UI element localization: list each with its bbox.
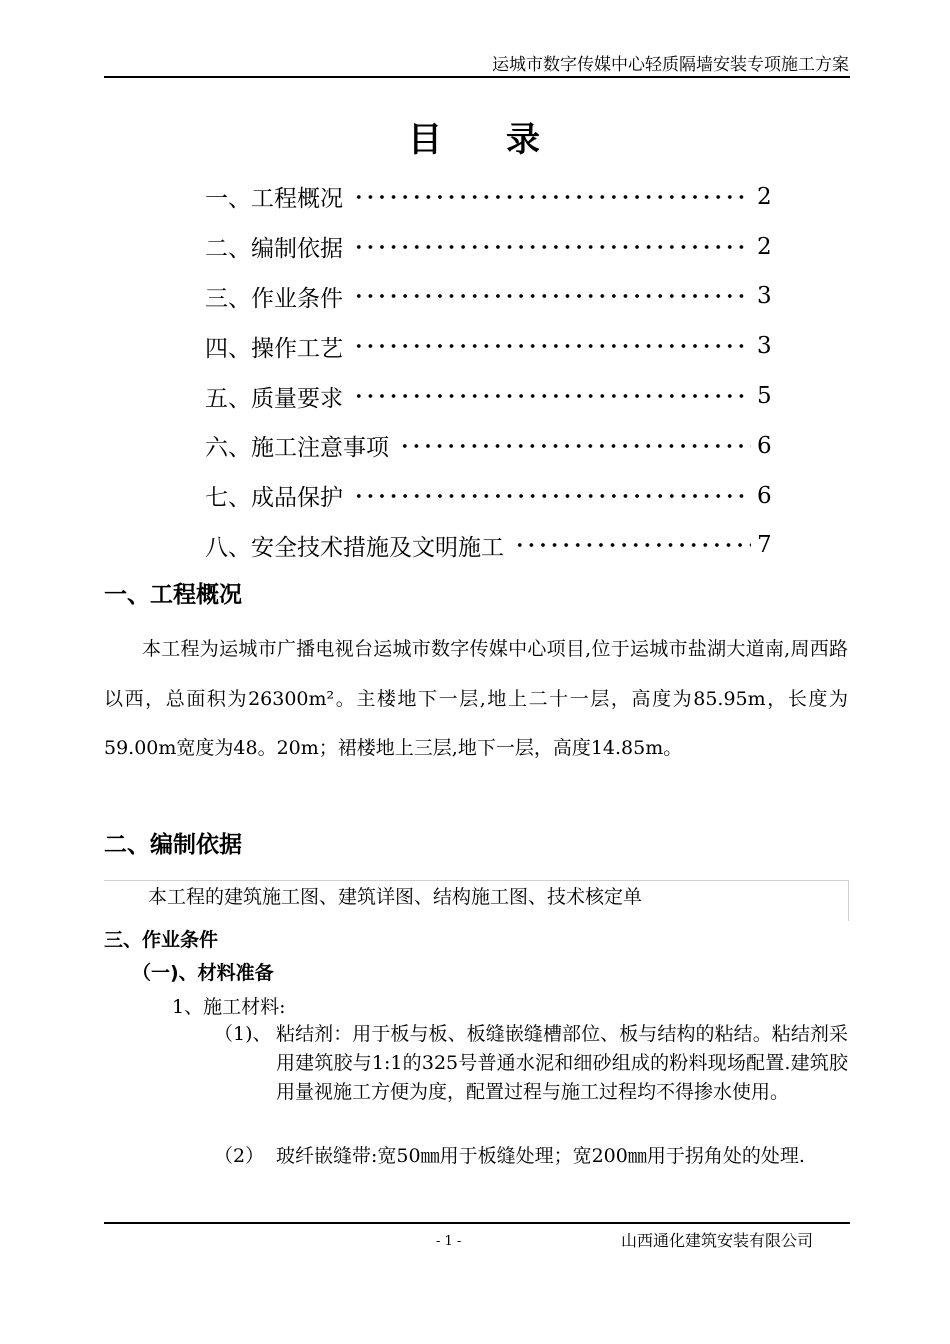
footer-page-number: - 1 - <box>436 1234 462 1249</box>
toc-title-char-1: 目 <box>408 120 442 160</box>
toc-entry-page: 2 <box>757 183 772 210</box>
toc-entry-label: 六、施工注意事项 <box>205 435 389 462</box>
toc-entry-label: 五、质量要求 <box>205 385 343 412</box>
toc-entry-label: 一、工程概况 <box>205 186 343 213</box>
material-item-number: （2） <box>214 1145 265 1167</box>
material-item-text: 粘结剂：用于板与板、板缝嵌缝槽部位、板与结构的粘结。粘结剂采用建筑胶与1:1的325号普通水泥和细砂组成的粉料现场配置.建筑胶用量视施工方便为度，配置过程与施工过程均不得掺水使用。 <box>276 1023 848 1103</box>
toc-leader-dots <box>353 293 751 299</box>
section-heading-conditions: 三、作业条件 <box>104 929 219 951</box>
toc-entry[interactable] <box>205 172 771 222</box>
toc-entry-label: 八、安全技术措施及文明施工 <box>205 534 504 561</box>
toc-leader-dots <box>514 542 751 548</box>
toc-entry[interactable] <box>205 521 771 571</box>
toc-entry[interactable] <box>205 222 771 272</box>
toc-entry-page: 7 <box>757 532 772 559</box>
overview-paragraph: 本工程为运城市广播电视台运城市数字传媒中心项目,位于运城市盐湖大道南,周西路以西，总面积为26300m²。主楼地下一层,地上二十一层，高度为85.95m，长度为59.00m宽度为48。20m；裙楼地上三层,地下一层，高度14.85m。 <box>104 638 848 759</box>
material-item-text: 玻纤嵌缝带:宽50㎜用于板缝处理；宽200㎜用于拐角处的处理. <box>276 1145 805 1167</box>
material-item <box>214 1142 848 1171</box>
toc-leader-dots <box>353 343 751 349</box>
toc-entry-page: 3 <box>757 333 772 360</box>
toc-entry-label: 七、成品保护 <box>205 485 343 512</box>
toc-entry-page: 5 <box>757 383 772 410</box>
section-heading-basis: 二、编制依据 <box>104 832 242 858</box>
material-item-number: （1)、 <box>214 1023 272 1045</box>
subsection-heading-materials: （一)、材料准备 <box>132 962 274 984</box>
toc-title <box>408 112 540 161</box>
toc-entry[interactable] <box>205 321 771 371</box>
toc-leader-dots <box>353 393 751 399</box>
toc-entry-page: 3 <box>757 283 772 310</box>
header-rule <box>104 76 850 78</box>
toc-entry[interactable] <box>205 272 771 322</box>
footer-company-name: 山西通化建筑安装有限公司 <box>621 1231 814 1250</box>
toc-entry-page: 6 <box>757 432 772 459</box>
table-of-contents <box>205 172 771 570</box>
toc-leader-dots <box>399 443 751 449</box>
material-item <box>214 1020 848 1107</box>
toc-entry-page: 2 <box>757 233 772 260</box>
toc-entry-label: 二、编制依据 <box>205 236 343 263</box>
section-heading-overview: 一、工程概况 <box>104 582 242 608</box>
toc-leader-dots <box>353 493 751 499</box>
toc-leader-dots <box>353 194 751 200</box>
footer-rule <box>104 1222 850 1224</box>
toc-entry-label: 三、作业条件 <box>205 285 343 312</box>
toc-title-char-2: 录 <box>506 120 540 160</box>
toc-entry[interactable] <box>205 421 771 471</box>
basis-text: 本工程的建筑施工图、建筑详图、结构施工图、技术核定单 <box>148 886 643 908</box>
toc-entry-label: 四、操作工艺 <box>205 335 343 362</box>
toc-leader-dots <box>353 244 751 250</box>
toc-entry-page: 6 <box>757 482 772 509</box>
toc-entry[interactable] <box>205 471 771 521</box>
toc-entry[interactable] <box>205 371 771 421</box>
materials-list-title: 1、施工材料: <box>172 996 286 1018</box>
page-header-title: 运城市数字传媒中心轻质隔墙安装专项施工方案 <box>492 55 849 75</box>
